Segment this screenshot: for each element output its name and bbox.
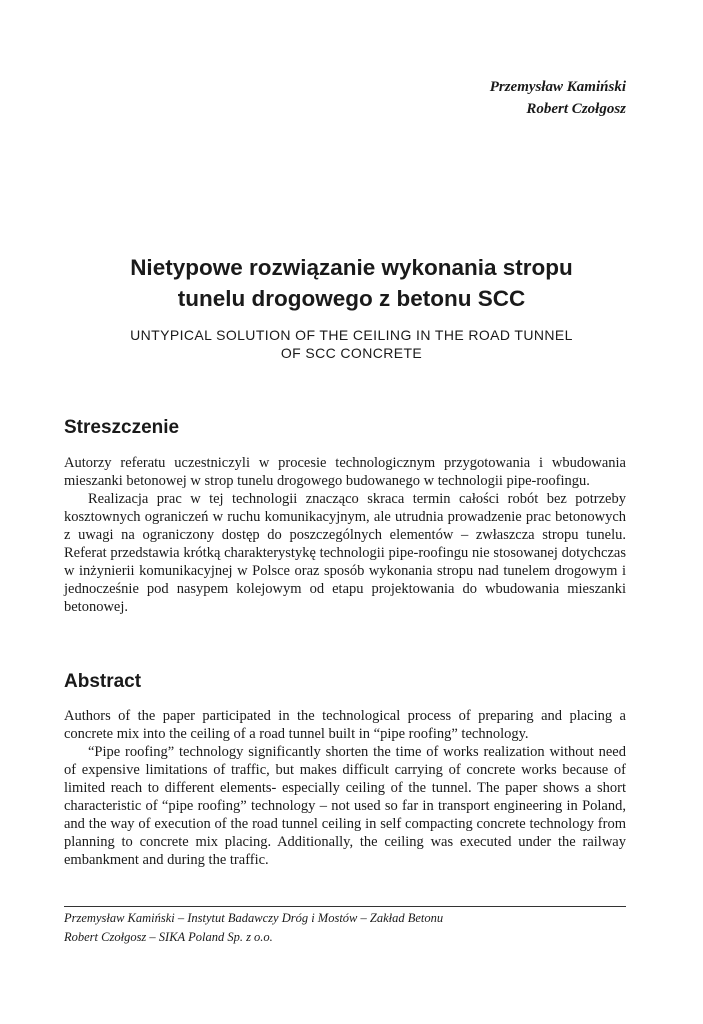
- paper-subtitle-line: UNTYPICAL SOLUTION OF THE CEILING IN THE ROAD TUNNEL: [130, 327, 573, 343]
- footnote-divider: [64, 906, 626, 907]
- author-name: Robert Czołgosz: [526, 101, 626, 117]
- abstract-paragraph: “Pipe roofing” technology significantly shorten the time of works realization without need of expensive limitations of traffic, but makes difficult carrying of concrete works because of limited reach to different elements- especially ceiling of the tunnel. The paper shows a short characteristic of “pipe roofing” technology – not used so far in transport engineering in Poland, and the way of execution of the road tunnel ceiling in self compacting concrete technology from planning to concrete mix placing. Additionally, the ceiling was executed under the railway embankment and during the traffic.: [64, 744, 626, 868]
- abstract-paragraph: Authors of the paper participated in the technological process of preparing and placing a concrete mix into the ceiling of a road tunnel built in “pipe roofing” technology.: [64, 708, 626, 742]
- streszczenie-paragraph: Autorzy referatu uczestniczyli w procesie technologicznym przygotowania i wbudowania mieszanki betonowej w strop tunelu drogowego budowanego w technologii pipe-roofingu.: [64, 455, 626, 489]
- streszczenie-heading: Streszczenie: [64, 417, 180, 438]
- footnote-item: Robert Czołgosz – SIKA Poland Sp. z o.o.: [64, 930, 273, 944]
- streszczenie-paragraph: Realizacja prac w tej technologii znacząco skraca termin całości robót bez potrzeby kosztownych ograniczeń w ruchu komunikacyjnym, ale utrudnia prowadzenie prac betonowych z uwagi na ograniczony dostęp do poszczególnych elementów – zwłaszcza stropu tunelu. Referat przedstawia krótką charakterystykę technologii pipe-roofingu nie stosowanej dotychczas w inżynierii komunikacyjnej w Polsce oraz sposób wykonania stropu nad tunelem drogowym i jednocześnie pod nasypem kolejowym od etapu projektowania do wbudowania mieszanki betonowej.: [64, 491, 626, 615]
- paper-title: [0, 252, 703, 314]
- footnote-item: Przemysław Kamiński – Instytut Badawczy Dróg i Mostów – Zakład Betonu: [64, 911, 444, 925]
- author-list: [490, 76, 626, 120]
- paper-title-line: tunelu drogowego z betonu SCC: [177, 286, 526, 311]
- paper-subtitle: [0, 326, 703, 362]
- paper-subtitle-line: OF SCC CONCRETE: [280, 345, 423, 361]
- abstract-heading: Abstract: [64, 671, 142, 692]
- author-name: Przemysław Kamiński: [489, 79, 626, 95]
- footnotes: [64, 909, 443, 947]
- paper-title-line: Nietypowe rozwiązanie wykonania stropu: [130, 255, 573, 280]
- abstract-body: [64, 707, 626, 869]
- streszczenie-body: [64, 454, 626, 616]
